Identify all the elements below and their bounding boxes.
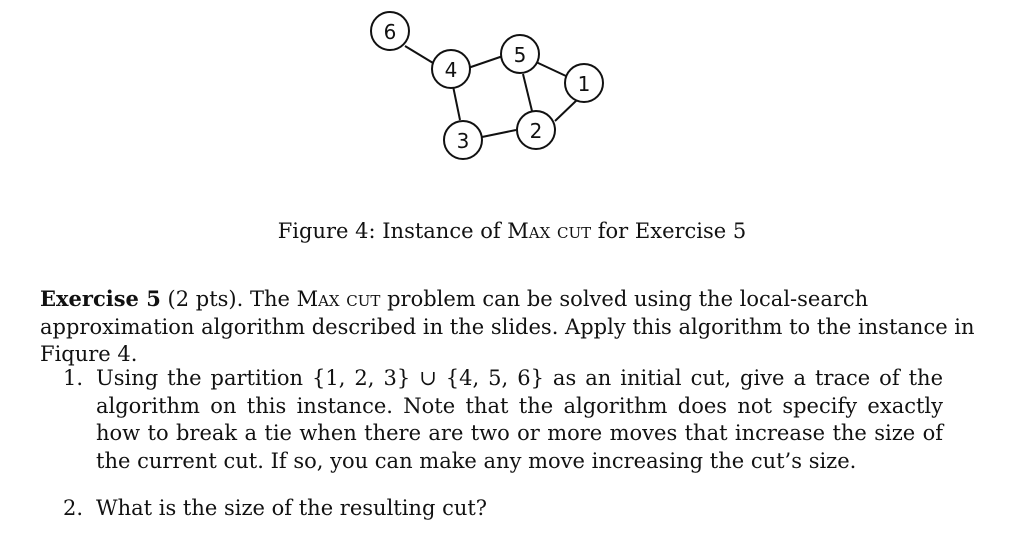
caption-prefix: Figure 4: Instance of xyxy=(277,219,508,243)
edge-1-2 xyxy=(555,99,578,121)
item-number: 1. xyxy=(63,366,84,390)
figure-caption xyxy=(0,219,1024,243)
node-label-3: 3 xyxy=(456,129,470,153)
edge-5-2 xyxy=(523,74,532,111)
item-text: Using the partition {1, 2, 3} ∪ {4, 5, 6} as an initial cut, give a trace of the algorithm on this instance. Note that the algorithm does not specify exactly how to break a tie when there are two or more moves that increase the size of the current cut. If so, you can make any move increasing the cut’s size. xyxy=(96,366,943,473)
graph-figure xyxy=(350,6,610,166)
exercise-text-before: The xyxy=(243,287,297,311)
edge-4-5 xyxy=(468,56,503,68)
node-label-2: 2 xyxy=(529,119,543,143)
exercise-points: (2 pts). xyxy=(167,287,244,311)
list-item xyxy=(63,495,943,523)
item-text: What is the size of the resulting cut? xyxy=(96,496,488,520)
exercise-problem: Max cut xyxy=(296,287,381,311)
caption-problem: Max cut xyxy=(507,219,592,243)
edge-3-2 xyxy=(482,130,516,137)
node-label-1: 1 xyxy=(577,72,591,96)
item-number: 2. xyxy=(63,496,84,520)
node-label-4: 4 xyxy=(444,58,458,82)
node-label-6: 6 xyxy=(383,20,397,44)
caption-suffix: for Exercise 5 xyxy=(591,219,747,243)
edge-4-3 xyxy=(453,86,460,120)
exercise-paragraph xyxy=(40,285,990,369)
exercise-title: Exercise 5 xyxy=(40,286,161,311)
node-label-5: 5 xyxy=(513,43,527,67)
list-item xyxy=(63,365,943,475)
exercise-text-after: problem can be solved using the local-search approximation algorithm described in the slides. Apply this algorithm to the instance in Fiqure 4. xyxy=(40,287,975,366)
edge-5-1 xyxy=(536,62,566,76)
